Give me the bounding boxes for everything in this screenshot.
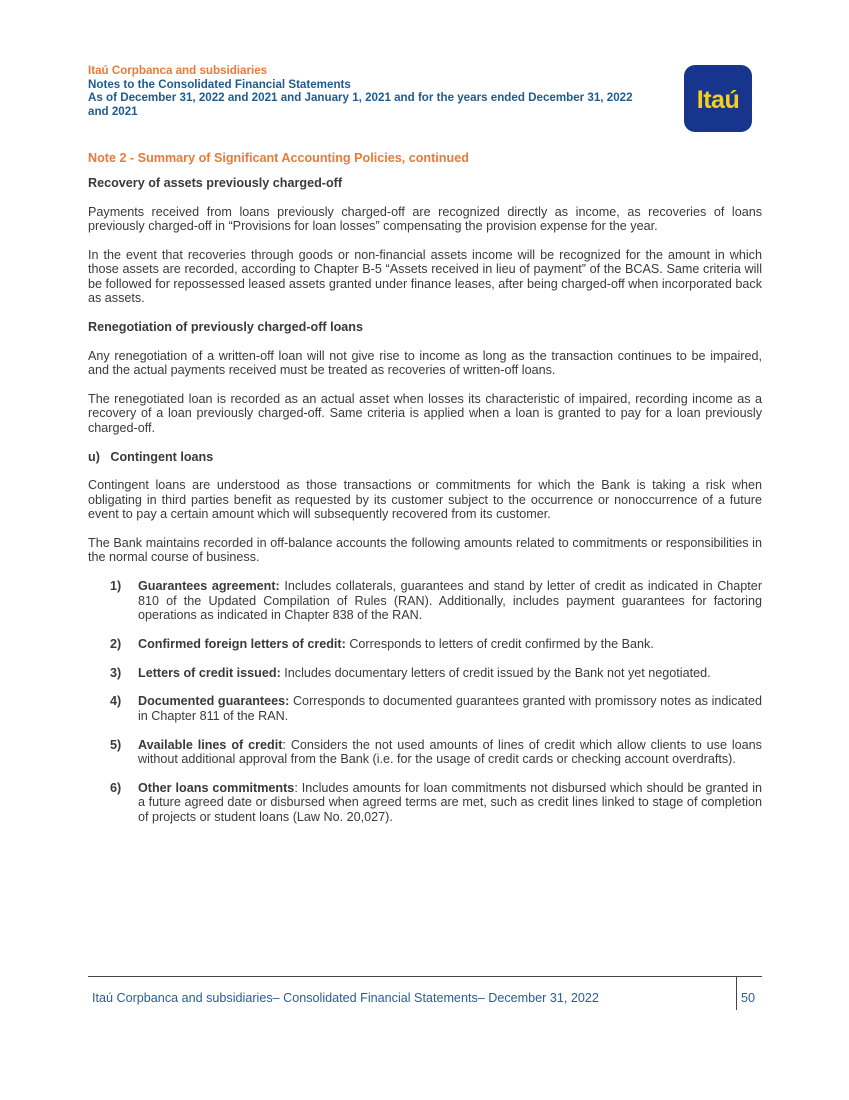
list-number: 6) [110,780,122,795]
header-period-line1: As of December 31, 2022 and 2021 and January 1, 2021 and for the years ended December 31, 2022 [88,91,633,104]
list-term: Letters of credit issued: [138,665,281,680]
list-text: : Includes amounts for loan commitments not disbursed which should be granted in a future agreed date or disbursed when agreed terms are met, such as credit lines linked to stage of completion of projects or student loans (Law No. 20,027). [138,780,762,824]
itau-logo [684,65,752,132]
list-text: Corresponds to documented guarantees granted with promissory notes as indicated in Chapter 811 of the RAN. [138,694,762,723]
list-item-6 [88,781,762,824]
list-item-4 [88,694,762,723]
renegotiation-heading: Renegotiation of previously charged-off loans [88,320,363,335]
list-number: 1) [110,579,122,594]
header-company: Itaú Corpbanca and subsidiaries [88,64,268,77]
list-term: Documented guarantees: [138,694,290,709]
list-item-1 [88,579,762,622]
list-number: 5) [110,737,122,752]
header-period-line2: and 2021 [88,104,138,118]
list-item-3 [88,666,762,680]
document-body [88,176,762,824]
header-subtitle: Notes to the Consolidated Financial Statements [88,77,351,91]
contingent-paragraph-1: Contingent loans are understood as those transactions or commitments for which the Bank is taking a risk when obligating in third parties benefit as requested by its customer subject to the occurrence or nonoccurrence of a future event to pay a certain amount which will subsequently recovered from its customer. [88,478,762,522]
page-number: 50 [741,991,756,1005]
footer-text: Itaú Corpbanca and subsidiaries– Consolidated Financial Statements– December 31, 2022 [92,991,599,1005]
document-header [88,64,762,118]
contingent-paragraph-2: The Bank maintains recorded in off-balance accounts the following amounts related to commitments or responsibilities in the normal course of business. [88,536,762,565]
footer-divider [88,976,762,977]
renegotiation-paragraph-2: The renegotiated loan is recorded as an actual asset when losses its characteristic of impaired, recording income as a recovery of a loan previously charged-off. Same criteria is applied when a loan is granted to pay for a loan previously charged-off. [88,392,762,435]
list-term: Available lines of credit [138,737,283,752]
contingent-heading: u) Contingent loans [88,449,214,464]
list-text: Includes documentary letters of credit issued by the Bank not yet negotiated. [280,665,711,680]
list-term: Confirmed foreign letters of credit: [138,636,346,651]
list-number: 4) [110,694,122,709]
recovery-paragraph-2: In the event that recoveries through goods or non-financial assets income will be recognized for the amount in which those assets are recorded, according to Chapter B-5 “Assets received in lieu of payment” of the BCAS. Same criteria will be followed for repossessed leased assets granted under finance leases, after being charged-off when incorporated back as assets. [88,248,762,306]
list-number: 3) [110,665,122,680]
list-text: Includes collaterals, guarantees and stand by letter of credit as indicated in Chapter 810 of the Updated Compilation of Rules (RAN). Additionally, includes payment guarantees for factoring operations as indicated in Chapter 838 of the RAN. [138,579,763,623]
list-item-5 [88,738,762,767]
list-term: Guarantees agreement: [138,579,280,594]
list-text: : Considers the not used amounts of lines of credit which allow clients to use loans without additional approval from the Bank (i.e. for the usage of credit cards or checking account overdrafts). [138,737,762,767]
note-title: Note 2 - Summary of Significant Accounting Policies, continued [88,151,469,165]
renegotiation-paragraph-1: Any renegotiation of a written-off loan will not give rise to income as long as the transaction continues to be impaired, and the actual payments received must be treated as recoveries of written-off loans. [88,348,762,378]
list-number: 2) [110,636,122,651]
footer-vertical-divider [736,976,737,1010]
list-item-2 [88,637,762,651]
recovery-heading: Recovery of assets previously charged-off [88,176,343,190]
list-term: Other loans commitments [138,780,295,795]
list-text: Corresponds to letters of credit confirmed by the Bank. [345,636,654,651]
recovery-paragraph-1: Payments received from loans previously charged-off are recognized directly as income, as recoveries of loans previously charged-off in “Provisions for loan losses” compensating the provision expense for the year. [88,204,762,234]
itau-logo-text: Itaú [696,86,740,114]
